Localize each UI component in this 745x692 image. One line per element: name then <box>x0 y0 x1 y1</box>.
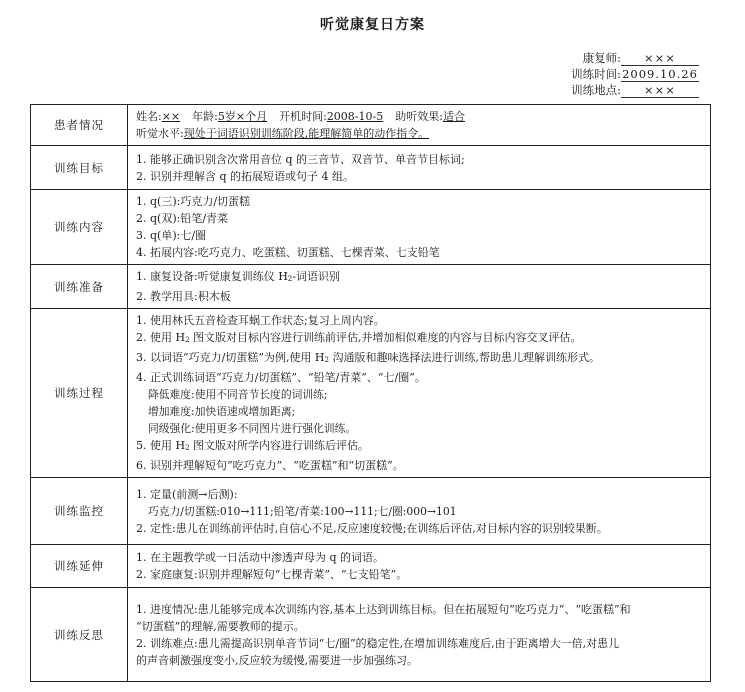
process-substep: 同级强化:使用更多不同图片进行强化训练。 <box>148 422 357 435</box>
date-value: 2009.10.26 <box>622 67 698 81</box>
meta-block <box>571 50 699 98</box>
content-item: 4. 拓展内容:吃巧克力、吃蛋糕、切蛋糕、七棵青菜、七支铅笔 <box>136 246 440 259</box>
content-content <box>128 190 711 265</box>
level-value: 现处于词语识别训练阶段,能理解简单的动作指令。 <box>183 127 430 140</box>
process-step-tail: 图文版对所学内容进行训练后评估。 <box>189 439 370 452</box>
therapist-row <box>571 50 699 66</box>
goal-item: 2. 识别并理解含 q 的拓展短语或句子 4 组。 <box>136 169 355 183</box>
process-step-text: 3. 以词语“巧克力/切蛋糕”为例,使用 H <box>136 351 325 364</box>
process-step-tail: 图文版对目标内容进行训练前评估,并增加相似难度的内容与目标内容交叉评估。 <box>189 331 582 344</box>
extend-row <box>31 545 711 588</box>
process-step-tail: 沟通版和趣味选择法进行训练,帮助患儿理解训练形式。 <box>329 351 600 364</box>
prep-row <box>31 265 711 309</box>
extend-item: 1. 在主题教学或一日活动中渗透声母为 q 的词语。 <box>136 551 385 564</box>
monitor-item: 2. 定性:患儿在训练前评估时,自信心不足,反应速度较慢;在训练后评估,对目标内容的识别较果断。 <box>136 521 608 535</box>
reflect-line: “切蛋糕”的理解,需要教师的提示。 <box>136 619 305 633</box>
place-value: ××× <box>621 84 699 98</box>
process-step-text: 5. 使用 H <box>136 439 186 452</box>
age-label: 年龄: <box>192 110 218 123</box>
therapist-value: ××× <box>621 52 699 66</box>
patient-label: 患者情况 <box>31 105 128 146</box>
date-label: 训练时间: <box>571 67 621 81</box>
monitor-row <box>31 478 711 545</box>
process-step <box>136 437 702 457</box>
reflect-content <box>128 588 711 682</box>
goal-item: 1. 能够正确识别含次常用音位 q 的三音节、双音节、单音节目标词; <box>136 152 465 166</box>
content-row <box>31 190 711 265</box>
therapist-label: 康复师: <box>582 51 621 65</box>
patient-line-1 <box>136 108 702 125</box>
reflect-row <box>31 588 711 682</box>
date-row <box>571 66 699 82</box>
monitor-content <box>128 478 711 545</box>
age-value: 5岁×个月 <box>217 110 268 123</box>
prep-item-1-text: 1. 康复设备:听觉康复训练仪 H <box>136 270 288 283</box>
patient-content <box>128 105 711 146</box>
patient-line-2 <box>136 125 702 142</box>
start-value: 2008-10-5 <box>326 110 384 123</box>
prep-item-1-tail: -词语识别 <box>292 270 340 283</box>
process-substep: 增加难度:加快语速或增加距离; <box>148 405 296 418</box>
place-label: 训练地点: <box>571 83 621 97</box>
process-step <box>136 329 702 349</box>
effect-label: 助听效果: <box>395 110 443 123</box>
reflect-label: 训练反思 <box>31 588 128 682</box>
monitor-subitem: 巧克力/切蛋糕:010→111;铅笔/青菜:100→111;七/圈:000→101 <box>148 504 457 518</box>
effect-value: 适合 <box>442 110 465 123</box>
content-item: 2. q(双):铅笔/青菜 <box>136 212 229 225</box>
extend-item: 2. 家庭康复:识别并理解短句“七棵青菜”、“七支铅笔”。 <box>136 568 408 581</box>
monitor-label: 训练监控 <box>31 478 128 545</box>
document-title: 听觉康复日方案 <box>320 17 425 33</box>
content-item: 1. q(三):巧克力/切蛋糕 <box>136 195 251 208</box>
prep-item-2: 2. 教学用具:积木板 <box>136 290 231 303</box>
process-step: 4. 正式训练词语“巧克力/切蛋糕”、“铅笔/青菜”、“七/圈”。 <box>136 371 426 384</box>
goals-label: 训练目标 <box>31 146 128 190</box>
reflect-line: 1. 进度情况:患儿能够完成本次训练内容,基本上达到训练目标。但在拓展短句“吃巧克力”、“吃蛋糕”和 <box>136 602 631 616</box>
place-row <box>571 82 699 98</box>
process-substep: 降低难度:使用不同音节长度的词训练; <box>148 388 328 401</box>
extend-label: 训练延伸 <box>31 545 128 588</box>
subscript: 2 <box>185 444 190 452</box>
content-label: 训练内容 <box>31 190 128 265</box>
name-label: 姓名: <box>136 110 162 123</box>
reflect-line: 的声音刺激强度变小,反应较为缓慢,需要进一步加强练习。 <box>136 653 418 667</box>
goals-row <box>31 146 711 190</box>
patient-row <box>31 105 711 146</box>
prep-label: 训练准备 <box>31 265 128 309</box>
start-label: 开机时间: <box>279 110 327 123</box>
subscript: 2 <box>287 275 293 283</box>
prep-item-1 <box>136 268 702 288</box>
process-step <box>136 349 702 369</box>
extend-content <box>128 545 711 588</box>
process-step-text: 2. 使用 H <box>136 331 186 344</box>
process-content <box>128 309 711 478</box>
plan-table <box>30 104 711 682</box>
subscript: 2 <box>185 336 190 344</box>
level-label: 听觉水平: <box>136 127 184 140</box>
subscript: 2 <box>324 356 329 364</box>
process-step: 1. 使用林氏五音检查耳蜗工作状态;复习上周内容。 <box>136 314 385 327</box>
name-value: ×× <box>161 110 181 123</box>
process-step: 6. 识别并理解短句“吃巧克力”、“吃蛋糕”和“切蛋糕”。 <box>136 459 404 472</box>
process-row <box>31 309 711 478</box>
goals-content <box>128 146 711 190</box>
monitor-item: 1. 定量(前测→后测): <box>136 487 238 501</box>
prep-content <box>128 265 711 309</box>
reflect-line: 2. 训练难点:患儿需提高识别单音节词“七/圈”的稳定性,在增加训练难度后,由于距离增大一倍,对患儿 <box>136 636 620 650</box>
process-label: 训练过程 <box>31 309 128 478</box>
content-item: 3. q(单):七/圈 <box>136 229 207 242</box>
